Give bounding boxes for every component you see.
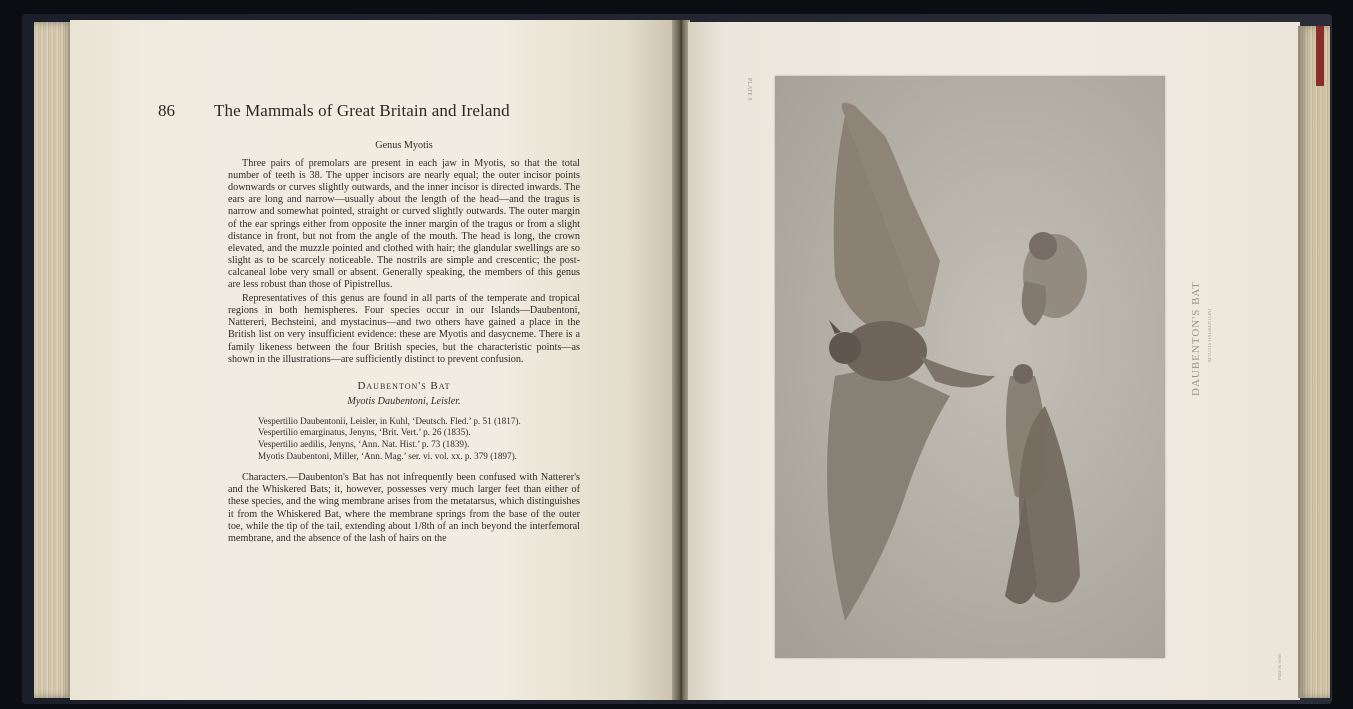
paragraph-genus-description: Three pairs of premolars are present in each jaw in Myotis, so that the total number of teeth is 38. The upper incisors are nearly equal; the outer incisor points downwards or curves slightly outwards, and the inner incisor is directed inwards. The ears are long and narrow—usually about the length of the head—and the tragus is narrow and somewhat pointed, straight or curved slightly outwards. The outer margin of the ear springs either from opposite the inner margin of the tragus or from a slight distance in front, but not from the angle of the mouth. The head is long, the crown elevated, and the muzzle pointed and clothed with hair; the glandular swellings are so slight as to be scarcely noticeable. The nostrils are simple and crescentic; the post-calcaneal lobe very small or absent. Generally speaking, the members of this genus are less robust than those of Pipistrellus.	[228, 158, 580, 291]
synonym-entry: Vespertilio emarginatus, Jenyns, ‘Brit. Vert.’ p. 26 (1835).	[258, 427, 471, 438]
printer-mark: Plate & Sons	[1278, 653, 1283, 680]
bat-ear	[829, 320, 841, 334]
page-body	[228, 140, 580, 545]
plate-caption-latin: MYOTIS DAUBENTONI	[1208, 308, 1213, 362]
bat-illustration	[775, 76, 1165, 658]
running-head: The Mammals of Great Britain and Ireland	[214, 101, 510, 120]
bat-sketch-perched	[1022, 232, 1087, 326]
paragraph-characters: Characters.—Daubenton's Bat has not infrequently been confused with Natterer's and the Whiskered Bats; it, however, possesses very much larger feet than either of these species, and the wing membrane arises from the metatarsus, which distinguishes it from the Whiskered Bat, where the membrane springs from the base of the outer toe, while the tip of the tail, extending about 1/8th of an inch beyond the interfemoral membrane, and the absence of the lash of hairs on the	[228, 472, 580, 544]
bat-illustration-plate	[775, 76, 1165, 658]
plate-caption: DAUBENTON'S BAT	[1190, 281, 1202, 396]
bat-head	[829, 332, 861, 364]
bat-lower-wing	[827, 366, 950, 621]
right-page-edges	[1298, 26, 1330, 698]
bookmark-ribbon	[1316, 26, 1324, 86]
page-number: 86	[158, 101, 175, 120]
synonym-entry: Vespertilio Daubentonii, Leisler, in Kuhl, ‘Deutsch. Fled.’ p. 51 (1817).	[258, 415, 521, 426]
left-page-edges	[34, 22, 74, 698]
synonym-entry: Myotis Daubentoni, Miller, ‘Ann. Mag.’ ser. vi. vol. xx. p. 379 (1897).	[258, 450, 517, 461]
species-title: Daubenton's Bat	[357, 379, 451, 392]
bat-tail-membrane	[920, 356, 995, 387]
plate-number: PLATE 8	[746, 78, 752, 101]
synonym-entry: Vespertilio aedilis, Jenyns, ‘Ann. Nat. Hist.’ p. 73 (1839).	[258, 439, 470, 450]
paragraph-distribution: Representatives of this genus are found in all parts of the temperate and tropical regions in both hemispheres. Four species occur in our Islands—Daubentoni, Nattereri, Bechsteini, and mystacinus—and two others have gained a place in the British list on very insufficient evidence: these are Myotis and dasycneme. There is a family likeness between the four British species, but the characteristic points—as shown in the illustrations—are sufficiently distinct to prevent confusion.	[228, 293, 580, 365]
synonymy-list	[228, 416, 580, 462]
genus-heading: Genus Myotis	[375, 140, 433, 151]
species-latin-name: Myotis Daubentoni, Leisler.	[347, 395, 461, 407]
